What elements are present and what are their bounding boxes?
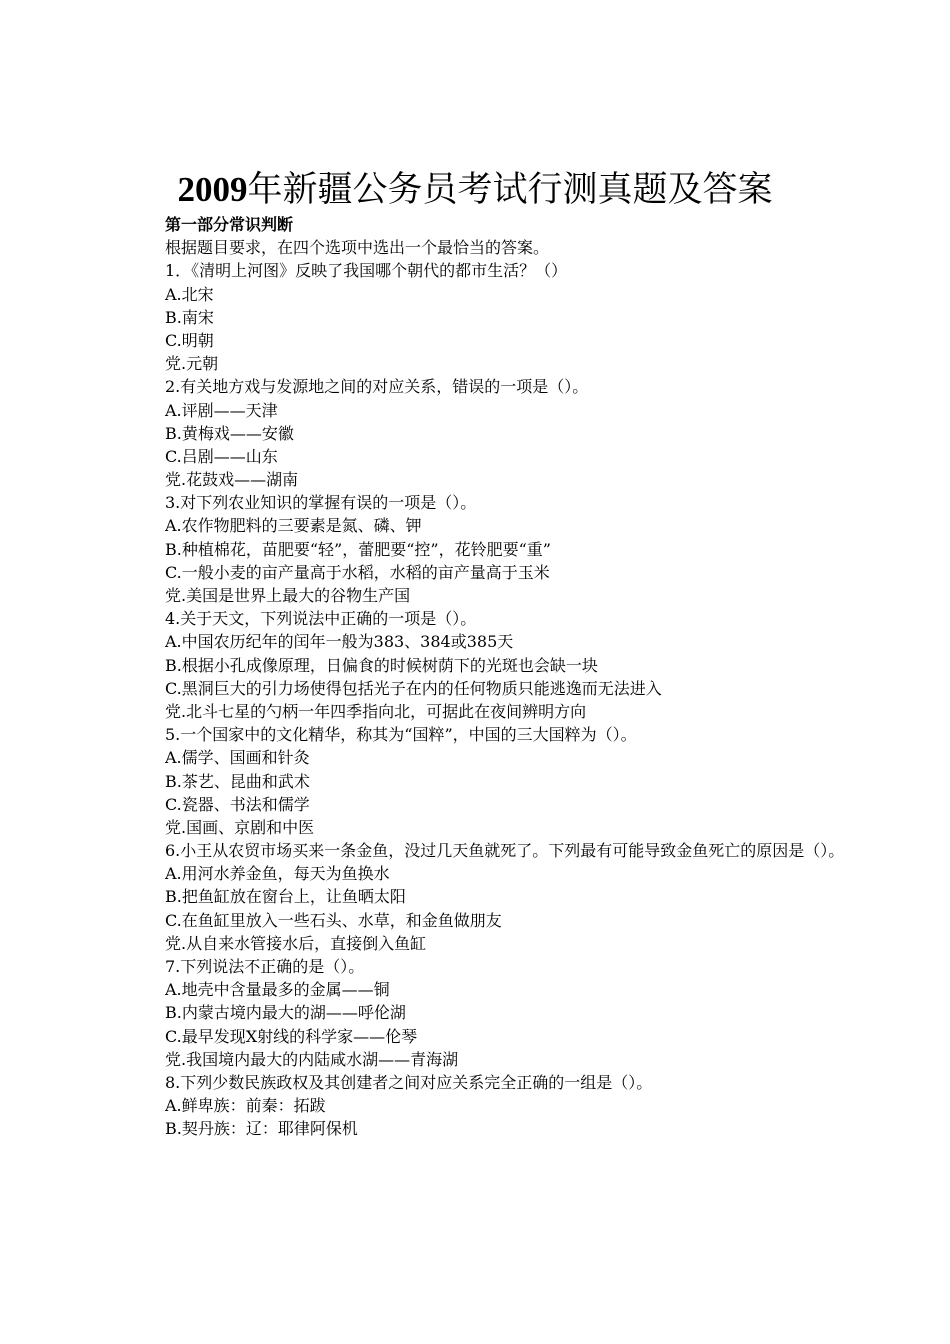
document-title [0,168,950,212]
answer-option: A.北宋 [165,284,214,304]
answer-option: C.明朝 [165,330,214,350]
answer-option: B.根据小孔成像原理，日偏食的时候树荫下的光斑也会缺一块 [165,655,598,675]
question-stem: 7.下列说法不正确的是（）。 [165,957,365,977]
question-stem: 6.小王从农贸市场买来一条金鱼，没过几天鱼就死了。下列最有可能导致金鱼死亡的原因是（）。 [165,841,845,861]
answer-option: A.地壳中含量最多的金属——铜 [165,980,390,1000]
answer-option: B.把鱼缸放在窗台上，让鱼晒太阳 [165,887,406,907]
answer-option: B.南宋 [165,307,214,327]
answer-option: 党.我国境内最大的内陆咸水湖——青海湖 [165,1049,459,1069]
answer-option: B.契丹族：辽：耶律阿保机 [165,1119,358,1139]
instruction-text: 根据题目要求，在四个选项中选出一个最恰当的答案。 [165,238,550,258]
question-stem: 8.下列少数民族政权及其创建者之间对应关系完全正确的一组是（）。 [165,1072,653,1092]
answer-option: A.中国农历纪年的闰年一般为383、384或385天 [165,632,514,652]
answer-option: B.种植棉花，苗肥要“轻”，蕾肥要“控”，花铃肥要“重” [165,539,551,559]
answer-option: A.儒学、国画和针灸 [165,748,310,768]
title-text: 年新疆公务员考试行测真题及答案 [247,170,773,210]
answer-option: C.黑洞巨大的引力场使得包括光子在内的任何物质只能逃逸而无法进入 [165,678,662,698]
answer-option: 党.元朝 [165,354,219,374]
question-stem: 3.对下列农业知识的掌握有误的一项是（）。 [165,493,477,513]
answer-option: 党.美国是世界上最大的谷物生产国 [165,586,411,605]
answer-option: B.茶艺、昆曲和武术 [165,771,310,791]
answer-option: 党.北斗七星的勺柄一年四季指向北，可据此在夜间辨明方向 [165,701,587,721]
title-year: 2009 [177,170,248,209]
question-stem: 5.一个国家中的文化精华，称其为“国粹”，中国的三大国粹为（）。 [165,725,637,745]
question-stem: 4.关于天文，下列说法中正确的一项是（）。 [165,609,477,629]
answer-option: A.鲜卑族：前秦：拓跋 [165,1096,326,1116]
answer-option: A.评剧——天津 [165,400,278,420]
answer-option: C.吕剧——山东 [165,446,278,466]
answer-option: B.内蒙古境内最大的湖——呼伦湖 [165,1003,406,1023]
answer-option: B.黄梅戏——安徽 [165,423,294,443]
answer-option: C.瓷器、书法和儒学 [165,794,310,814]
answer-option: A.用河水养金鱼，每天为鱼换水 [165,864,390,884]
answer-option: C.在鱼缸里放入一些石头、水草，和金鱼做朋友 [165,910,502,930]
answer-option: 党.从自来水管接水后，直接倒入鱼缸 [165,933,427,953]
question-stem: 1．《清明上河图》反映了我国哪个朝代的都市生活？（） [165,261,568,281]
section-heading: 第一部分常识判断 [165,215,294,234]
answer-option: 党.花鼓戏——湖南 [165,470,299,490]
answer-option: 党.国画、京剧和中医 [165,817,315,837]
question-stem: 2.有关地方戏与发源地之间的对应关系，错误的一项是（）。 [165,377,589,397]
answer-option: C.最早发现X射线的科学家——伦琴 [165,1026,418,1046]
document-body [165,213,845,1141]
answer-option: C.一般小麦的亩产量高于水稻，水稻的亩产量高于玉米 [165,562,550,582]
answer-option: A.农作物肥料的三要素是氮、磷、钾 [165,516,422,536]
